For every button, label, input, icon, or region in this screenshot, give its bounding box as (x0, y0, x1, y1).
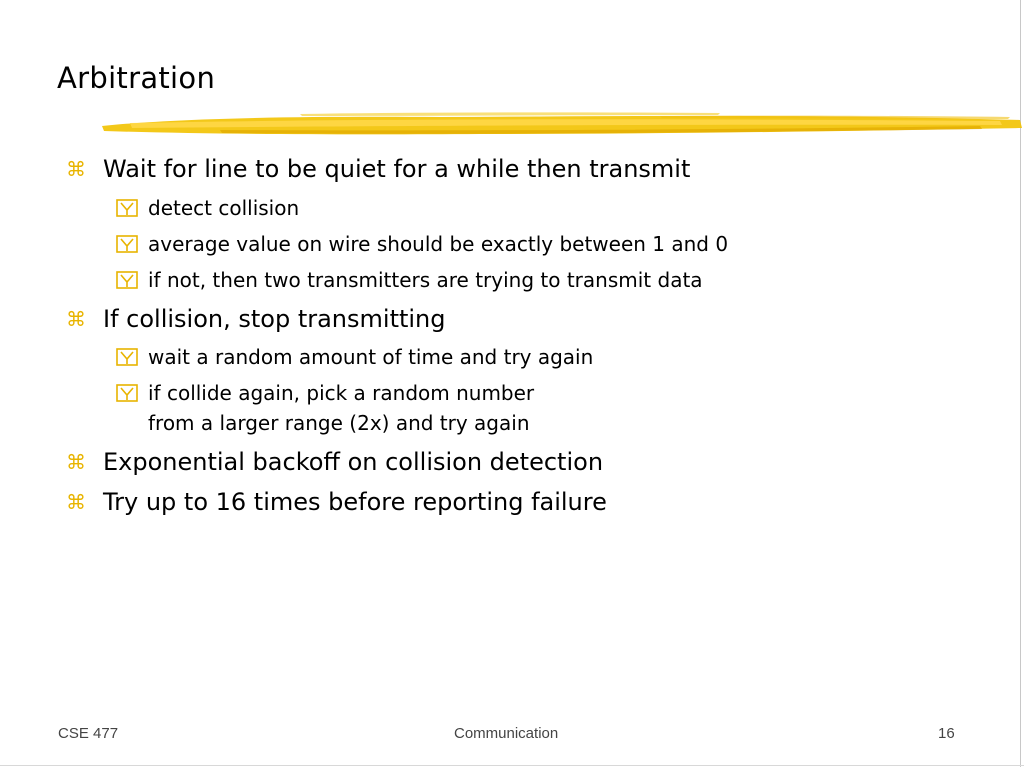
bullet-2-text: If collision, stop transmitting (103, 305, 446, 333)
sub-bullet-text: if collide again, pick a random number (148, 381, 535, 405)
command-glyph-icon: ⌘ (66, 157, 86, 181)
title-brush-underline (100, 104, 1024, 140)
command-glyph-icon: ⌘ (66, 307, 86, 331)
sub-bullet-text: wait a random amount of time and try again (148, 345, 594, 369)
checkbox-glyph-icon (116, 199, 138, 217)
sub-bullet-text: average value on wire should be exactly between 1 and 0 (148, 232, 729, 256)
command-glyph-icon: ⌘ (66, 450, 86, 474)
sub-bullet-text: if not, then two transmitters are trying to transmit data (148, 268, 703, 292)
footer-topic: Communication (454, 725, 559, 742)
sub-bullet-text: from a larger range (2x) and try again (148, 411, 530, 435)
sub-bullet-text: detect collision (148, 196, 300, 220)
footer-page-number: 16 (938, 725, 955, 742)
bullet-4-text: Try up to 16 times before reporting failure (103, 488, 607, 516)
footer-course: CSE 477 (58, 725, 119, 742)
bullet-1-text: Wait for line to be quiet for a while then transmit (103, 155, 691, 183)
checkbox-glyph-icon (116, 235, 138, 253)
command-glyph-icon: ⌘ (66, 490, 86, 514)
bullet-3-text: Exponential backoff on collision detection (103, 448, 604, 476)
slide-title: Arbitration (57, 61, 216, 95)
checkbox-glyph-icon (116, 271, 138, 289)
checkbox-glyph-icon (116, 384, 138, 402)
slide-bottom-border (0, 765, 1024, 766)
checkbox-glyph-icon (116, 348, 138, 366)
